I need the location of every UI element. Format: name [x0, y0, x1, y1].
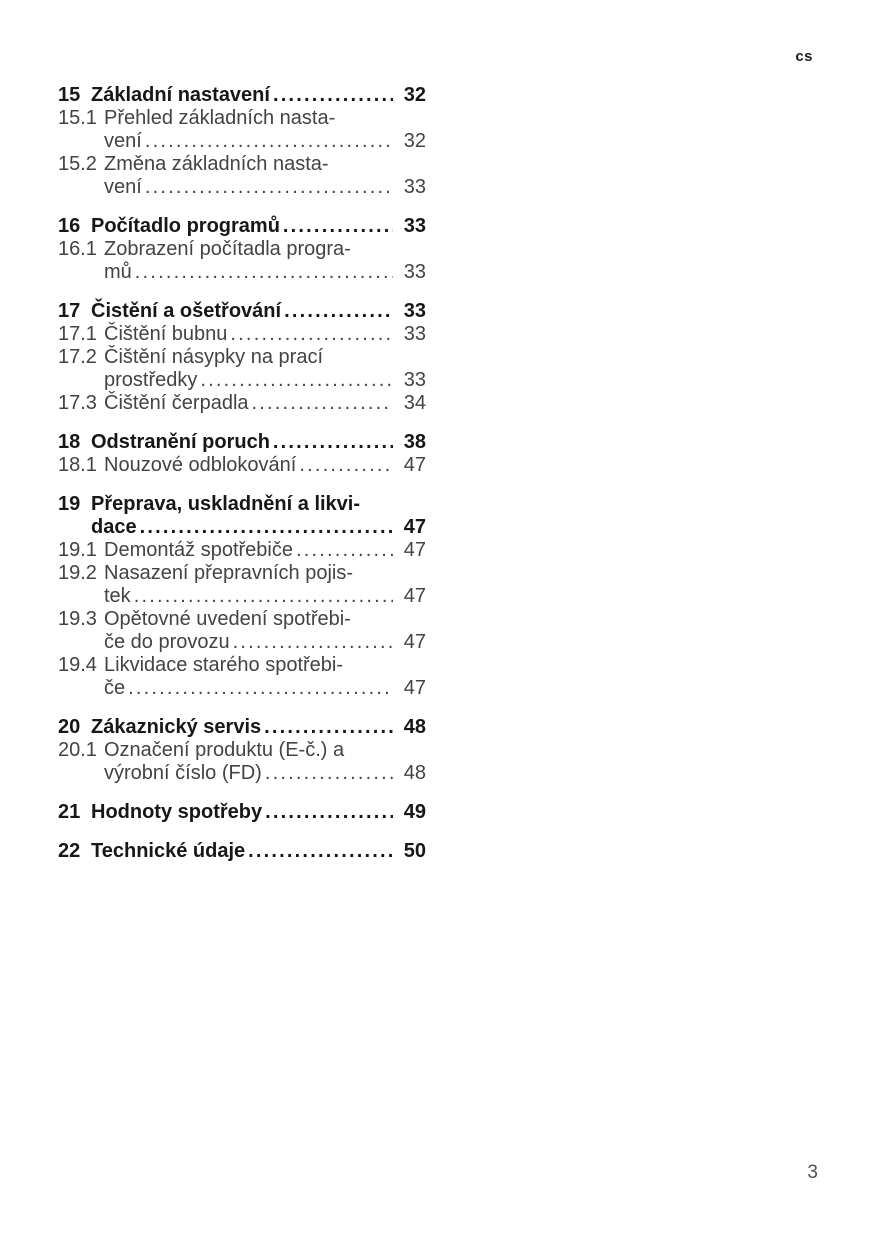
toc-entry-22 [58, 840, 426, 863]
toc-entry-page: 50 [403, 840, 426, 862]
toc-entry-page: 47 [403, 516, 426, 538]
toc-entry-19.3 [58, 608, 426, 654]
toc-entry-body [91, 716, 426, 739]
toc-entry-number: 16.1 [58, 238, 97, 260]
toc-entry-title: Demontáž spotřebiče [104, 539, 293, 561]
toc-entry-title: Likvidace starého spotřebi- [104, 654, 344, 676]
dot-leader [134, 585, 393, 608]
toc-entry-number: 17.2 [58, 346, 97, 368]
toc-entry-line [91, 516, 426, 539]
toc-entry-16.1 [58, 238, 426, 284]
toc-entry-17.3 [58, 392, 426, 415]
toc-entry-16 [58, 215, 426, 238]
toc-entry-body [104, 539, 426, 562]
toc-entry-title: mů [104, 261, 132, 283]
toc-entry-title: Změna základních nasta- [104, 153, 329, 175]
toc-entry-line [104, 323, 426, 346]
toc-entry-19.2 [58, 562, 426, 608]
toc-entry-body [91, 493, 426, 539]
toc-entry-title: Odstranění poruch [91, 431, 270, 453]
toc-entry-title: Přehled základních nasta- [104, 107, 336, 129]
toc-entry-page: 47 [403, 631, 426, 653]
dot-leader [252, 392, 393, 415]
dot-leader [284, 300, 393, 323]
toc-entry-line [91, 716, 426, 739]
dot-leader [273, 431, 393, 454]
toc-entry-number: 15.2 [58, 153, 97, 175]
toc-entry-title: Čištění násypky na prací [104, 346, 323, 368]
toc-entry-17.1 [58, 323, 426, 346]
toc-entry-number: 21 [58, 801, 81, 823]
toc-entry-page: 33 [403, 215, 426, 237]
toc-entry-number: 16 [58, 215, 81, 237]
toc-entry-number: 20 [58, 716, 81, 738]
toc-entry-body [104, 654, 426, 700]
toc-entry-title: Nasazení přepravních pojis- [104, 562, 354, 584]
toc-entry-page: 48 [403, 762, 426, 784]
toc-entry-number: 20.1 [58, 739, 97, 761]
toc-entry-page: 47 [403, 677, 426, 699]
table-of-contents [58, 84, 426, 863]
dot-leader [145, 176, 393, 199]
toc-entry-title: Technické údaje [91, 840, 246, 862]
toc-entry-body [91, 84, 426, 107]
toc-entry-number: 18.1 [58, 454, 97, 476]
toc-entry-line [91, 431, 426, 454]
toc-entry-line [91, 840, 426, 863]
toc-entry-title: Zákaznický servis [91, 716, 262, 738]
toc-entry-line [104, 392, 426, 415]
toc-entry-body [104, 346, 426, 392]
toc-entry-body [104, 238, 426, 284]
dot-leader [296, 539, 393, 562]
toc-entry-number: 19.4 [58, 654, 97, 676]
toc-entry-page: 48 [403, 716, 426, 738]
toc-entry-body [91, 431, 426, 454]
toc-entry-title: vení [104, 176, 142, 198]
toc-entry-20.1 [58, 739, 426, 785]
toc-entry-title: Čištění bubnu [104, 323, 228, 345]
toc-entry-body [104, 454, 426, 477]
dot-leader [283, 215, 393, 238]
toc-entry-line [91, 84, 426, 107]
toc-entry-number: 15.1 [58, 107, 97, 129]
toc-entry-title: Počítadlo programů [91, 215, 280, 237]
toc-entry-body [104, 608, 426, 654]
toc-entry-title: Zobrazení počítadla progra- [104, 238, 351, 260]
toc-entry-title: vení [104, 130, 142, 152]
toc-entry-number: 15 [58, 84, 81, 106]
toc-entry-line [104, 762, 426, 785]
toc-entry-title: Nouzové odblokování [104, 454, 297, 476]
toc-entry-line [104, 539, 426, 562]
dot-leader [265, 762, 393, 785]
toc-entry-title: če do provozu [104, 631, 230, 653]
toc-entry-page: 33 [403, 369, 426, 391]
dot-leader [135, 261, 393, 284]
toc-entry-page: 33 [403, 300, 426, 322]
toc-entry-title: tek [104, 585, 131, 607]
toc-entry-19 [58, 493, 426, 539]
dot-leader [273, 84, 393, 107]
toc-entry-21 [58, 801, 426, 824]
toc-entry-line [104, 261, 426, 284]
toc-entry-title: výrobní číslo (FD) [104, 762, 262, 784]
toc-entry-page: 47 [403, 585, 426, 607]
toc-entry-line [104, 130, 426, 153]
toc-entry-number: 19 [58, 493, 81, 515]
toc-entry-page: 38 [403, 431, 426, 453]
toc-entry-line [104, 454, 426, 477]
toc-entry-page: 34 [403, 392, 426, 414]
language-code-label: cs [795, 48, 813, 65]
dot-leader [200, 369, 393, 392]
toc-entry-title: Označení produktu (E-č.) a [104, 739, 345, 761]
toc-entry-19.4 [58, 654, 426, 700]
toc-entry-body [104, 107, 426, 153]
toc-entry-body [104, 739, 426, 785]
toc-entry-20 [58, 716, 426, 739]
toc-entry-line [104, 677, 426, 700]
toc-entry-page: 33 [403, 176, 426, 198]
toc-entry-title: Základní nastavení [91, 84, 270, 106]
toc-entry-title: Hodnoty spotřeby [91, 801, 263, 823]
dot-leader [248, 840, 393, 863]
toc-entry-body [91, 801, 426, 824]
toc-entry-15 [58, 84, 426, 107]
toc-entry-number: 19.2 [58, 562, 97, 584]
toc-entry-body [91, 215, 426, 238]
toc-entry-18.1 [58, 454, 426, 477]
toc-entry-title: dace [91, 516, 137, 538]
toc-entry-page: 32 [403, 84, 426, 106]
toc-entry-page: 33 [403, 261, 426, 283]
dot-leader [128, 677, 393, 700]
toc-entry-number: 17.3 [58, 392, 97, 414]
toc-entry-page: 49 [403, 801, 426, 823]
dot-leader [230, 323, 393, 346]
toc-entry-17 [58, 300, 426, 323]
toc-entry-page: 47 [403, 539, 426, 561]
toc-entry-15.2 [58, 153, 426, 199]
dot-leader [140, 516, 393, 539]
toc-entry-15.1 [58, 107, 426, 153]
dot-leader [233, 631, 393, 654]
toc-entry-body [104, 392, 426, 415]
toc-entry-title: Přeprava, uskladnění a likvi- [91, 493, 361, 515]
dot-leader [299, 454, 393, 477]
toc-entry-line [91, 215, 426, 238]
toc-entry-body [104, 562, 426, 608]
dot-leader [264, 716, 393, 739]
page-number: 3 [807, 1162, 818, 1183]
toc-entry-title: Čištění čerpadla [104, 392, 249, 414]
toc-entry-body [91, 300, 426, 323]
toc-entry-line [104, 369, 426, 392]
toc-entry-title: če [104, 677, 126, 699]
toc-entry-number: 19.3 [58, 608, 97, 630]
toc-entry-body [104, 153, 426, 199]
toc-entry-number: 18 [58, 431, 81, 453]
toc-entry-body [104, 323, 426, 346]
toc-entry-number: 22 [58, 840, 81, 862]
toc-entry-number: 17.1 [58, 323, 97, 345]
toc-entry-line [104, 585, 426, 608]
toc-entry-19.1 [58, 539, 426, 562]
toc-entry-title: prostředky [104, 369, 198, 391]
toc-entry-title: Opětovné uvedení spotřebi- [104, 608, 351, 630]
toc-entry-line [91, 801, 426, 824]
toc-entry-line [91, 300, 426, 323]
toc-entry-line [104, 176, 426, 199]
toc-entry-17.2 [58, 346, 426, 392]
dot-leader [265, 801, 393, 824]
toc-entry-title: Čistění a ošetřování [91, 300, 282, 322]
dot-leader [145, 130, 393, 153]
toc-entry-18 [58, 431, 426, 454]
toc-entry-page: 47 [403, 454, 426, 476]
toc-entry-number: 17 [58, 300, 81, 322]
toc-entry-page: 33 [403, 323, 426, 345]
toc-entry-line [104, 631, 426, 654]
toc-entry-page: 32 [403, 130, 426, 152]
toc-entry-body [91, 840, 426, 863]
toc-entry-number: 19.1 [58, 539, 97, 561]
